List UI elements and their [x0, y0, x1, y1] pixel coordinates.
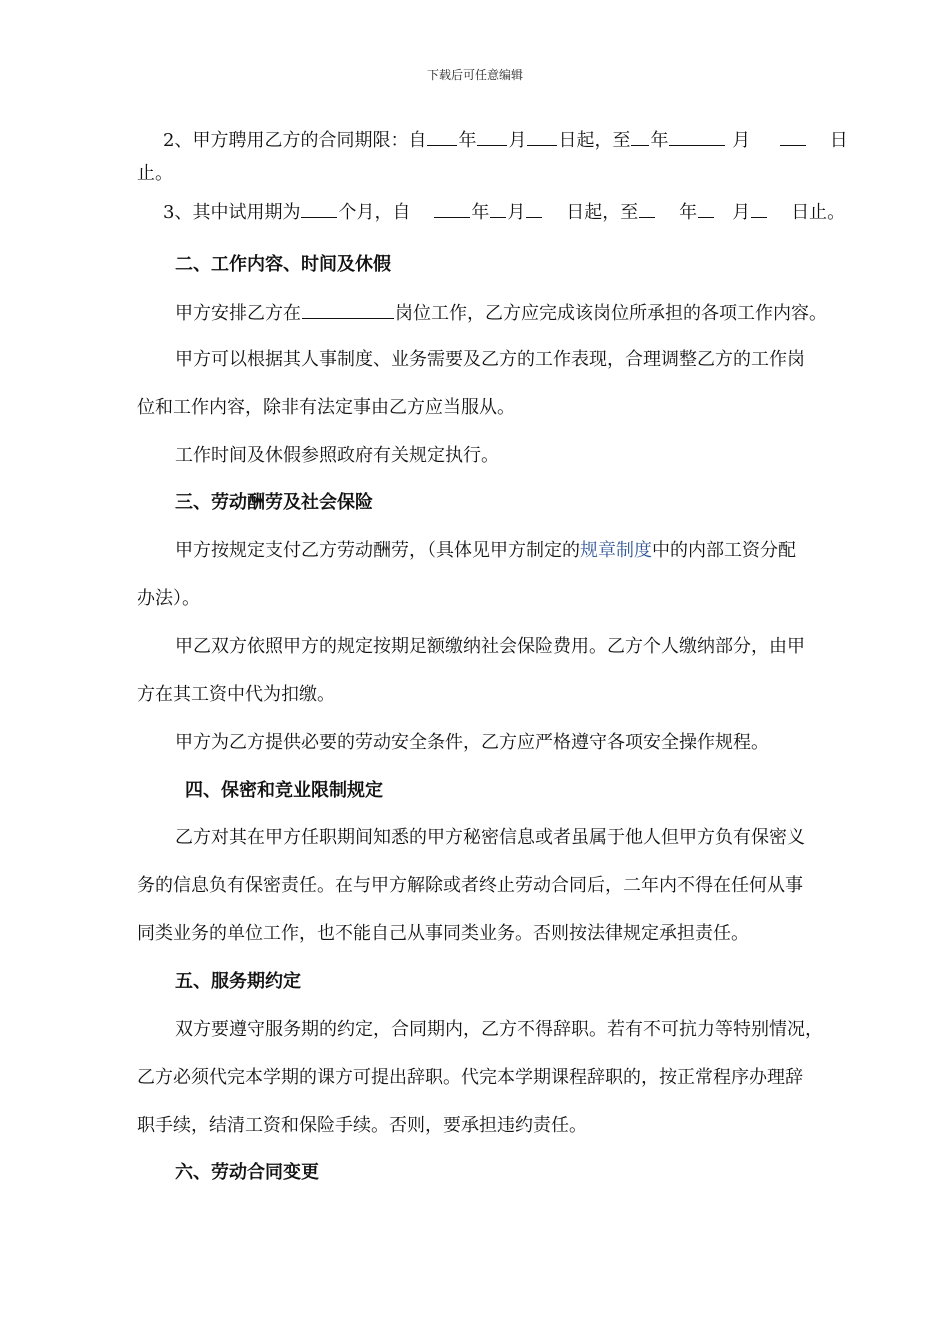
paragraph-line: 乙方必须代完本学期的课方可提出辞职。代完本学期课程辞职的，按正常程序办理辞 — [137, 1067, 803, 1088]
blank-field[interactable] — [527, 127, 557, 146]
blank-field[interactable] — [490, 199, 506, 218]
text: 年 — [471, 202, 490, 223]
text: 年 — [679, 202, 698, 223]
paragraph-line: 双方要遵守服务期的约定，合同期内，乙方不得辞职。若有不可抗力等特别情况， — [175, 1019, 823, 1040]
text: 2、甲方聘用乙方的合同期限：自 — [163, 130, 427, 151]
text: 月 — [508, 130, 527, 151]
blank-field[interactable] — [669, 127, 725, 146]
text: 甲方安排乙方在 — [175, 303, 301, 324]
blank-field[interactable] — [780, 127, 806, 146]
text: 日起，至 — [558, 130, 631, 151]
paragraph-line: 职手续，结清工资和保险手续。否则，要承担违约责任。 — [137, 1115, 587, 1136]
text: 甲方按规定支付乙方劳动酬劳，（具体见甲方制定的 — [175, 540, 580, 561]
blank-field[interactable] — [698, 199, 714, 218]
regulations-link[interactable]: 规章制度 — [580, 540, 652, 561]
paragraph-line: 方在其工资中代为扣缴。 — [137, 684, 335, 705]
paragraph: 甲方为乙方提供必要的劳动安全条件，乙方应严格遵守各项安全操作规程。 — [175, 732, 769, 753]
contract-term-line — [163, 127, 857, 152]
blank-field[interactable] — [631, 127, 649, 146]
paragraph: 工作时间及休假参照政府有关规定执行。 — [175, 445, 499, 466]
contract-term-line-cont: 止。 — [137, 163, 173, 184]
paragraph-line: 甲方可以根据其人事制度、业务需要及乙方的工作表现，合理调整乙方的工作岗 — [175, 349, 805, 370]
paragraph-line: 甲乙双方依照甲方的规定按期足额缴纳社会保险费用。乙方个人缴纳部分，由甲 — [175, 636, 805, 657]
text: 月 — [507, 202, 526, 223]
blank-field[interactable] — [639, 199, 655, 218]
blank-field[interactable] — [301, 199, 337, 218]
paragraph-line: 同类业务的单位工作，也不能自己从事同类业务。否则按法律规定承担责任。 — [137, 923, 749, 944]
text: 月 — [732, 202, 751, 223]
blank-field[interactable] — [526, 199, 542, 218]
paragraph — [175, 300, 857, 325]
text: 个月，自 — [338, 202, 411, 223]
text: 日止。 — [791, 202, 846, 223]
section-heading: 六、劳动合同变更 — [175, 1162, 319, 1183]
text: 月 — [732, 130, 751, 151]
text: 3、其中试用期为 — [163, 202, 301, 223]
section-heading: 五、服务期约定 — [175, 971, 301, 992]
paragraph-line: 务的信息负有保密责任。在与甲方解除或者终止劳动合同后，二年内不得在任何从事 — [137, 875, 803, 896]
paragraph-line: 位和工作内容，除非有法定事由乙方应当服从。 — [137, 397, 515, 418]
blank-field[interactable] — [751, 199, 767, 218]
text: 年 — [650, 130, 669, 151]
page-header: 下载后可任意编辑 — [426, 68, 523, 82]
section-heading: 四、保密和竞业限制规定 — [185, 780, 383, 801]
paragraph-line: 乙方对其在甲方任职期间知悉的甲方秘密信息或者虽属于他人但甲方负有保密义 — [175, 827, 805, 848]
section-heading: 三、劳动酬劳及社会保险 — [175, 492, 373, 513]
text: 年 — [458, 130, 477, 151]
text: 岗位工作，乙方应完成该岗位所承担的各项工作内容。 — [395, 303, 827, 324]
text: 日 — [829, 130, 848, 151]
probation-line — [163, 199, 857, 224]
text: 日起，至 — [566, 202, 639, 223]
paragraph-line — [175, 540, 845, 562]
blank-field[interactable] — [427, 127, 457, 146]
blank-field[interactable] — [302, 300, 394, 319]
blank-field[interactable] — [434, 199, 470, 218]
section-heading: 二、工作内容、时间及休假 — [175, 254, 391, 275]
paragraph-line: 办法）。 — [137, 588, 200, 609]
blank-field[interactable] — [477, 127, 507, 146]
text: 中的内部工资分配 — [652, 540, 796, 561]
